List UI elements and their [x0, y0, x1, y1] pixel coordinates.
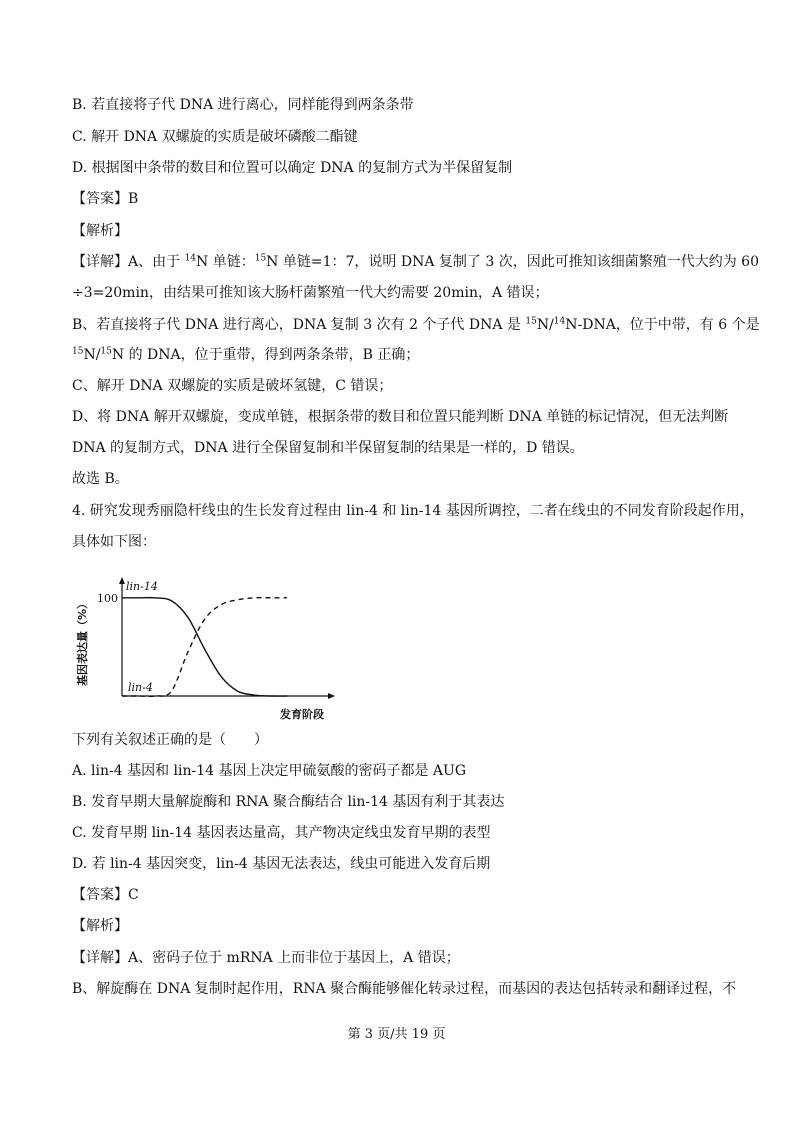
gene-expression-chart [70, 566, 360, 721]
q4-option-a: A. lin-4 基因和 lin-14 基因上决定甲硫氨酸的密码子都是 AUG [72, 763, 467, 779]
q4-detail-b: B、解旋酶在 DNA 复制时起作用，RNA 聚合酶能够催化转录过程，而基因的表达包括转录和翻译过程，不 [72, 981, 737, 997]
series-label-lin-4: lin-4 [128, 681, 153, 694]
q3-option-d: D. 根据图中条带的数目和位置可以确定 DNA 的复制方式为半保留复制 [72, 160, 513, 176]
y-tick-label: 100 [97, 591, 118, 605]
q4-analysis-heading: 【解析】 [72, 918, 128, 934]
q4-option-c: C. 发育早期 lin-14 基因表达量高，其产物决定线虫发育早期的表型 [72, 825, 491, 841]
q4-option-d: D. 若 lin-4 基因突变，lin-4 基因无法表达，线虫可能进入发育后期 [72, 856, 491, 872]
q3-analysis-heading: 【解析】 [72, 223, 128, 239]
q3-detail-b-line1: B、若直接将子代 DNA 进行离心，DNA 复制 3 次有 2 个子代 DNA 是 $^{15}$N/$^{14}$N-DNA，位于中带，有 6 个是 [72, 316, 760, 333]
q4-option-b: B. 发育早期大量解旋酶和 RNA 聚合酶结合 lin-14 基因有利于其表达 [72, 794, 505, 810]
y-axis-arrow [119, 577, 125, 584]
q3-answer: 【答案】B [72, 191, 139, 207]
q3-option-b: B. 若直接将子代 DNA 进行离心，同样能得到两条条带 [72, 97, 414, 113]
x-axis-arrow [328, 693, 335, 699]
q4-detail-a: 【详解】A、密码子位于 mRNA 上而非位于基因上，A 错误； [72, 950, 460, 966]
q3-option-c: C. 解开 DNA 双螺旋的实质是破坏磷酸二酯键 [72, 129, 358, 145]
q4-prompt: 下列有关叙述正确的是（ ） [72, 732, 268, 748]
q3-conclusion: 故选 B。 [72, 471, 129, 487]
series-label-lin-14: lin-14 [126, 579, 158, 593]
q4-stem-line1: 4. 研究发现秀丽隐杆线虫的生长发育过程由 lin-4 和 lin-14 基因所调控，二者在线虫的不同发育阶段起作用， [72, 503, 754, 519]
q3-detail-d-line1: D、将 DNA 解开双螺旋，变成单链，根据条带的数目和位置只能判断 DNA 单链的标记情况，但无法判断 [72, 409, 729, 425]
x-axis-label: 发育阶段 [280, 708, 324, 721]
q3-detail-a-line1: 【详解】A、由于 $^{14}$N 单链：$^{15}$N 单链=1：7，说明 DNA 复制了 3 次，因此可推知该细菌繁殖一代大约为 60 [72, 253, 759, 270]
page-footer: 第 3 页/共 19 页 [347, 1027, 446, 1042]
q4-stem-line2: 具体如下图： [72, 534, 156, 550]
q4-answer: 【答案】C [72, 887, 139, 903]
q3-detail-a-line2: ÷3=20min，由结果可推知该大肠杆菌繁殖一代大约需要 20min，A 错误； [72, 285, 549, 301]
q3-detail-b-line2: $^{15}$N/$^{15}$N 的 DNA，位于重带，得到两条条带，B 正确； [72, 346, 420, 363]
q3-detail-d-line2: DNA 的复制方式，DNA 进行全保留复制和半保留复制的结果是一样的，D 错误。 [72, 440, 584, 456]
y-axis-label: 基因表达量（%） [76, 597, 89, 687]
q3-detail-c: C、解开 DNA 双螺旋的实质是破坏氢键，C 错误； [72, 378, 393, 394]
